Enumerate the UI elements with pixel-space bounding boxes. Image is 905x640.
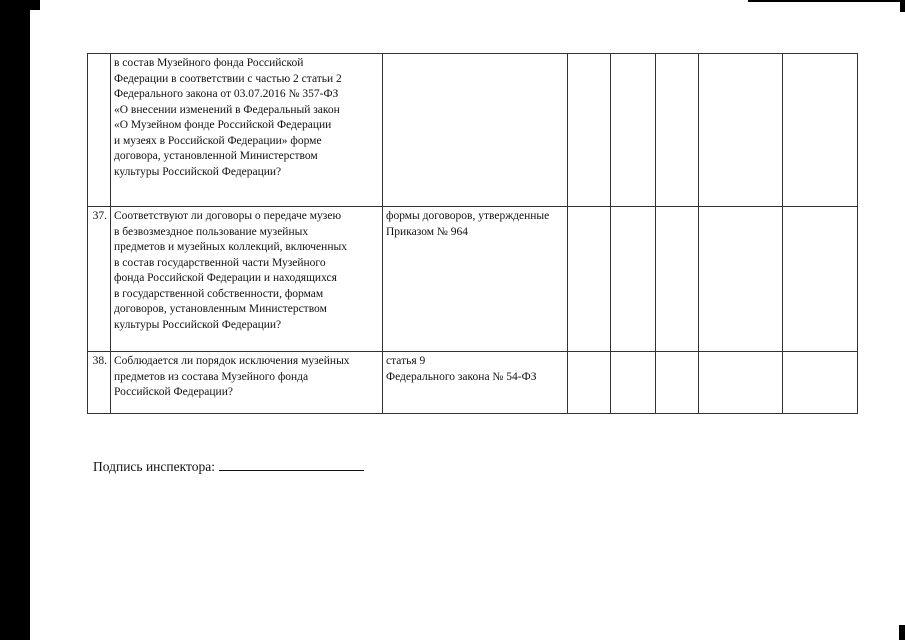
answer-no-cell bbox=[611, 54, 656, 207]
extra-cell bbox=[783, 207, 858, 352]
answer-yes-cell bbox=[568, 54, 611, 207]
signature-line bbox=[219, 457, 364, 471]
answer-na-cell bbox=[656, 352, 699, 414]
answer-no-cell bbox=[611, 352, 656, 414]
reference-cell bbox=[383, 54, 568, 207]
table-row bbox=[88, 54, 858, 207]
table-row bbox=[88, 207, 858, 352]
question-cell: в состав Музейного фонда Российской Федерации в соответствии с частью 2 статьи 2 Федерального закона от 03.07.2016 № 357-ФЗ «О внесении изменений в Федеральный закон «О Музейном фонде Российской Федерации и музеях в Российской Федерации» форме договора, установленной Министерством культуры Российской Федерации? bbox=[111, 54, 383, 207]
scan-left-edge bbox=[0, 0, 30, 640]
question-cell: Соответствуют ли договоры о передаче музею в безвозмездное пользование музейных предметов и музейных коллекций, включенных в состав государственной части Музейного фонда Российской Федерации и находящихся в государственной собственности, формам договоров, установленным Министерством культуры Российской Федерации? bbox=[111, 207, 383, 352]
answer-na-cell bbox=[656, 207, 699, 352]
answer-yes-cell bbox=[568, 352, 611, 414]
table-row bbox=[88, 352, 858, 414]
row-number bbox=[88, 54, 111, 207]
scan-mark bbox=[30, 0, 40, 10]
note-cell bbox=[699, 352, 783, 414]
question-cell: Соблюдается ли порядок исключения музейных предметов из состава Музейного фонда Российской Федерации? bbox=[111, 352, 383, 414]
reference-cell: формы договоров, утвержденные Приказом № 964 bbox=[383, 207, 568, 352]
scan-mark bbox=[748, 0, 905, 2]
checklist-table bbox=[87, 53, 858, 414]
answer-na-cell bbox=[656, 54, 699, 207]
scan-mark bbox=[900, 2, 905, 12]
row-number: 38. bbox=[88, 352, 111, 414]
signature-label: Подпись инспектора: bbox=[93, 459, 215, 474]
row-number: 37. bbox=[88, 207, 111, 352]
answer-yes-cell bbox=[568, 207, 611, 352]
note-cell bbox=[699, 207, 783, 352]
extra-cell bbox=[783, 54, 858, 207]
scan-mark bbox=[899, 625, 905, 640]
answer-no-cell bbox=[611, 207, 656, 352]
signature-block bbox=[93, 457, 364, 476]
note-cell bbox=[699, 54, 783, 207]
extra-cell bbox=[783, 352, 858, 414]
reference-cell: статья 9 Федерального закона № 54-ФЗ bbox=[383, 352, 568, 414]
